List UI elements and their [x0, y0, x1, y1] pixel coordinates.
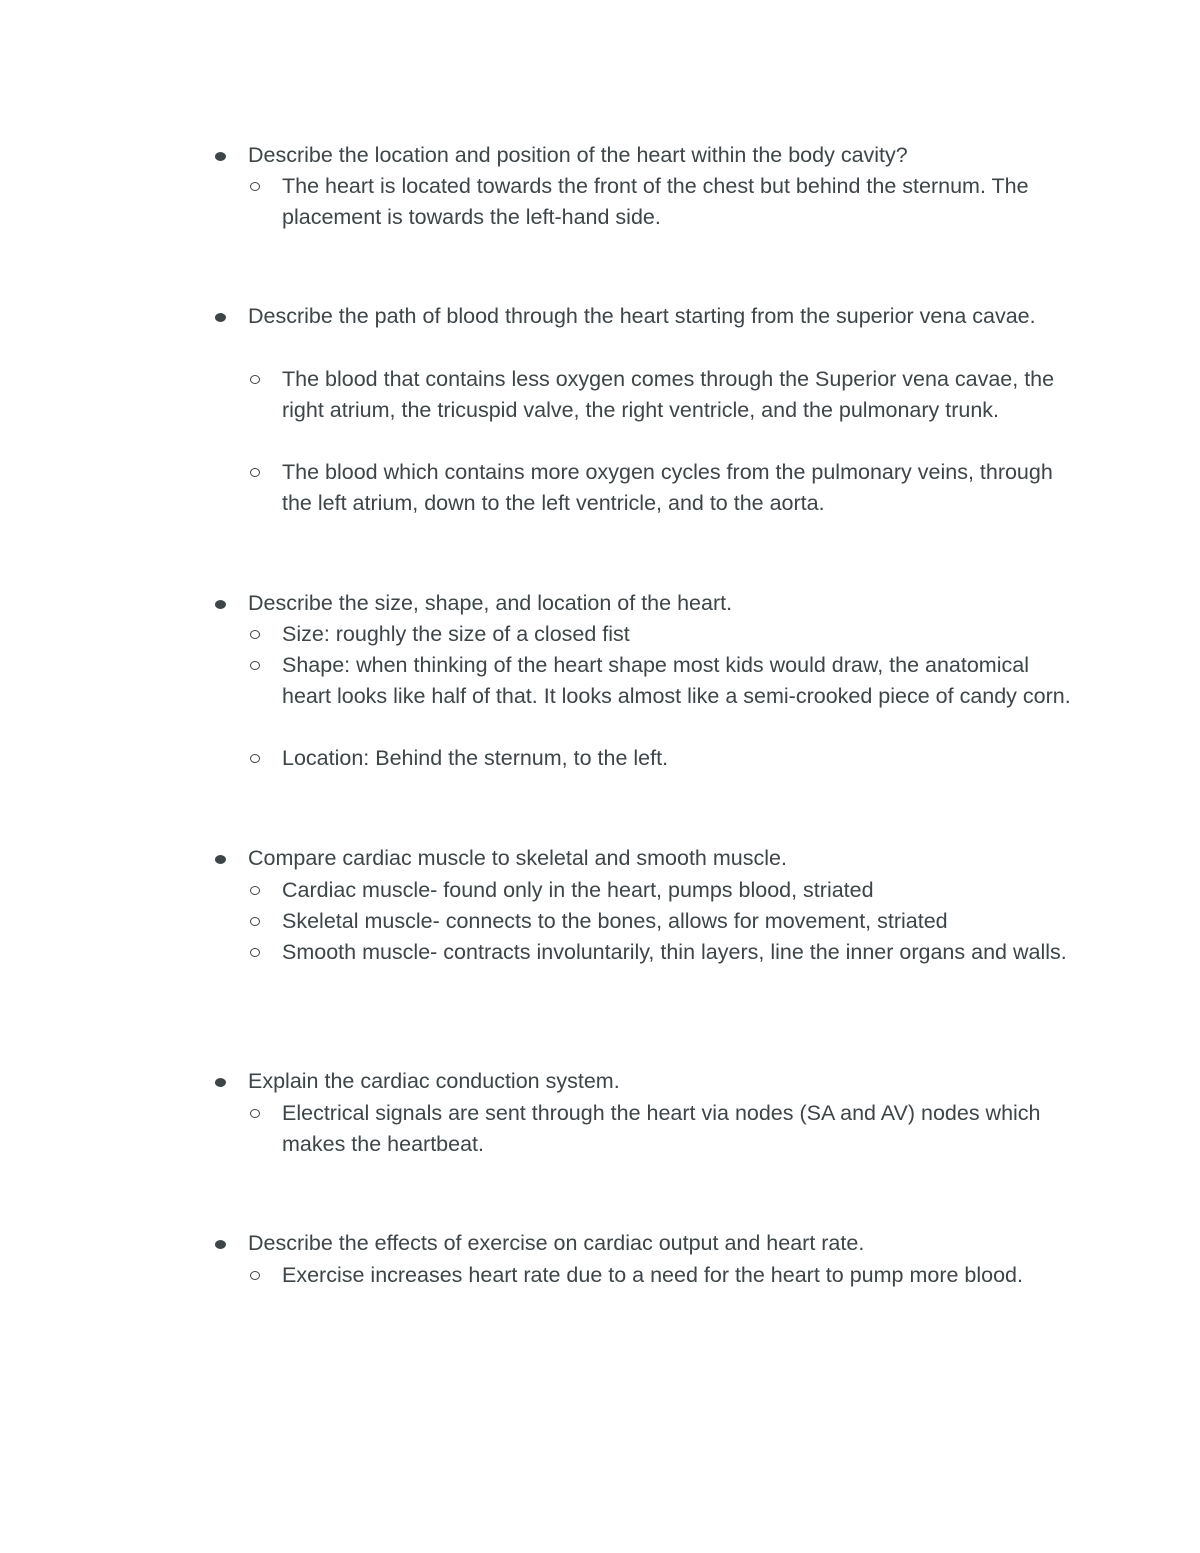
answer-text: Location: Behind the sternum, to the left. — [282, 746, 669, 770]
question-text: Explain the cardiac conduction system. — [248, 1069, 620, 1093]
question-text: Describe the location and position of the heart within the body cavity? — [248, 143, 908, 167]
filled-bullet-icon — [215, 1240, 226, 1249]
answer-text: Skeletal muscle- connects to the bones, allows for movement, striated — [282, 909, 948, 933]
answer-text: Size: roughly the size of a closed fist — [282, 622, 630, 646]
hollow-bullet-icon — [250, 1109, 260, 1118]
filled-bullet-icon — [215, 600, 226, 609]
hollow-bullet-icon — [250, 375, 260, 384]
hollow-bullet-icon — [250, 468, 260, 477]
answer-text: The blood which contains more oxygen cycles from the pulmonary veins, through the left atrium, down to the left ventricle, and to the aorta. — [282, 460, 1053, 515]
filled-bullet-icon — [215, 855, 226, 864]
hollow-bullet-icon — [250, 182, 260, 191]
answer-text: The blood that contains less oxygen comes through the Superior vena cavae, the right atrium, the tricuspid valve, the right ventricle, and the pulmonary trunk. — [282, 367, 1055, 422]
answer-text: Electrical signals are sent through the heart via nodes (SA and AV) nodes which makes the heartbeat. — [282, 1101, 1041, 1156]
answer-text: Smooth muscle- contracts involuntarily, thin layers, line the inner organs and walls. — [282, 940, 1067, 964]
hollow-bullet-icon — [250, 754, 260, 763]
filled-bullet-icon — [215, 152, 226, 161]
hollow-bullet-icon — [250, 630, 260, 639]
question-text: Compare cardiac muscle to skeletal and smooth muscle. — [248, 846, 787, 870]
answer-text: The heart is located towards the front of the chest but behind the sternum. The placement is towards the left-hand side. — [282, 174, 1029, 229]
hollow-bullet-icon — [250, 948, 260, 957]
answer-text: Exercise increases heart rate due to a need for the heart to pump more blood. — [282, 1263, 1023, 1287]
answer-text: Shape: when thinking of the heart shape most kids would draw, the anatomical heart looks like half of that. It looks almost like a semi-crooked piece of candy corn. — [282, 653, 1071, 708]
hollow-bullet-icon — [250, 1271, 260, 1280]
hollow-bullet-icon — [250, 886, 260, 895]
hollow-bullet-icon — [250, 917, 260, 926]
question-text: Describe the size, shape, and location of the heart. — [248, 591, 733, 615]
answer-text: Cardiac muscle- found only in the heart, pumps blood, striated — [282, 878, 874, 902]
question-text: Describe the effects of exercise on cardiac output and heart rate. — [248, 1231, 865, 1255]
hollow-bullet-icon — [250, 661, 260, 670]
filled-bullet-icon — [215, 1078, 226, 1087]
question-text: Describe the path of blood through the heart starting from the superior vena cavae. — [248, 304, 1036, 328]
filled-bullet-icon — [215, 313, 226, 322]
